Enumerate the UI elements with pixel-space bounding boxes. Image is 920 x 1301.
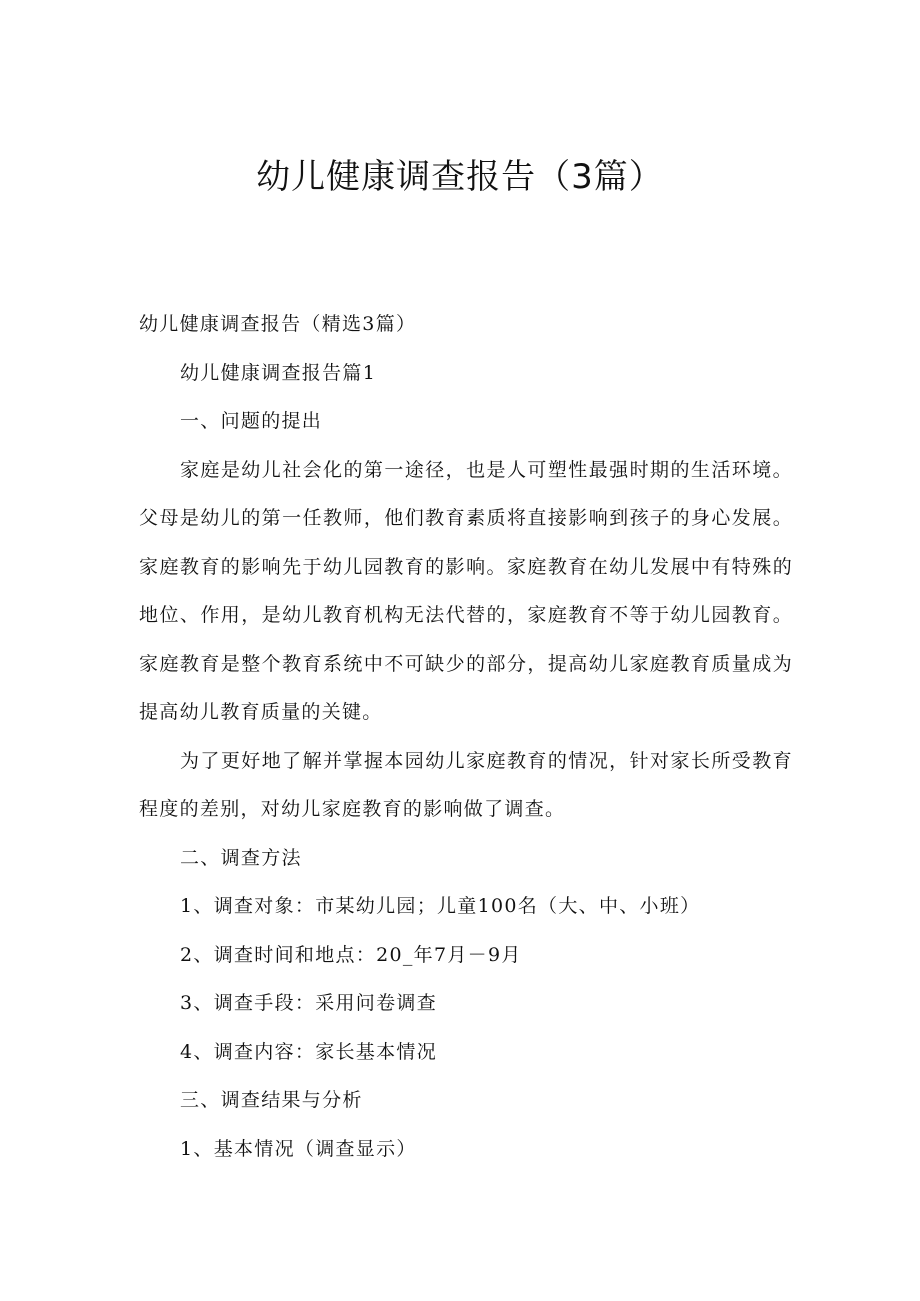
method-item: 1、调查对象：市某幼儿园；儿童100名（大、中、小班）: [180, 895, 701, 917]
method-item: 2、调查时间和地点：20_年7月－9月: [180, 943, 522, 966]
paragraph-family-education: 家庭是幼儿社会化的第一途径，也是人可塑性最强时期的生活环境。父母是幼儿的第一任教师，他们教育素质将直接影响到孩子的身心发展。家庭教育的影响先于幼儿园教育的影响。家庭教育在幼儿发展中有特殊的地位、作用，是幼儿教育机构无法代替的，家庭教育不等于幼儿园教育。家庭教育是整个教育系统中不可缺少的部分，提高幼儿家庭教育质量成为提高幼儿教育质量的关键。: [139, 458, 793, 723]
part-one-heading: 一、问题的提出: [180, 410, 323, 432]
section-heading: 幼儿健康调查报告篇1: [180, 361, 377, 384]
document-title: 幼儿健康调查报告（3篇）: [256, 157, 664, 197]
paragraph-survey-purpose: 为了更好地了解并掌握本园幼儿家庭教育的情况，针对家长所受教育程度的差别，对幼儿家庭教育的影响做了调查。: [139, 749, 793, 820]
method-item: 4、调查内容：家长基本情况: [180, 1040, 437, 1063]
part-two-heading: 二、调查方法: [180, 846, 302, 869]
method-item: 3、调查手段：采用问卷调查: [180, 992, 437, 1014]
part-three-heading: 三、调查结果与分析: [180, 1089, 363, 1111]
document-subtitle: 幼儿健康调查报告（精选3篇）: [139, 313, 417, 335]
result-item: 1、基本情况（调查显示）: [180, 1137, 417, 1160]
document-body: [139, 300, 793, 1173]
